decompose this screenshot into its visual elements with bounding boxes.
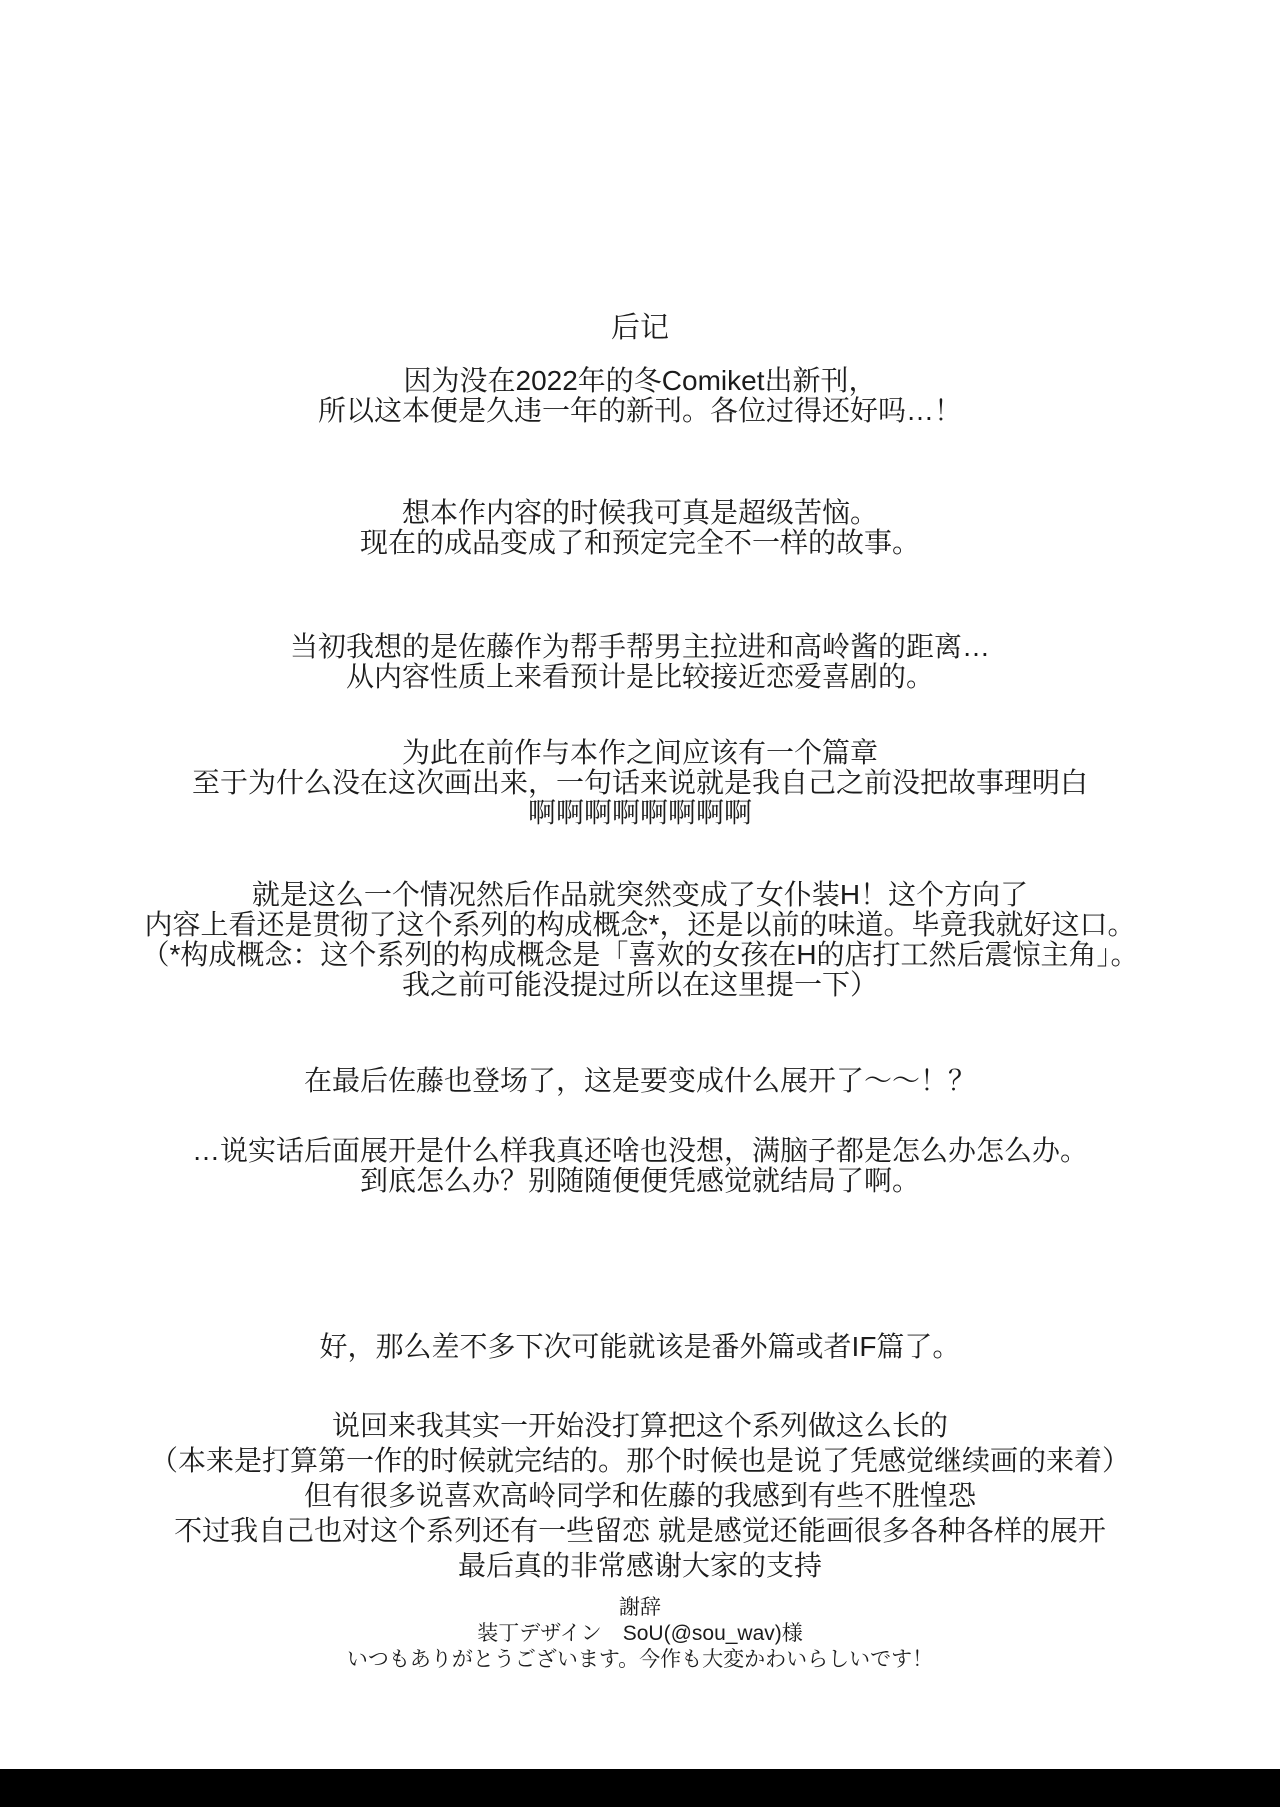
text-line: 现在的成品变成了和预定完全不一样的故事。 <box>359 527 920 558</box>
paragraph <box>0 366 1280 426</box>
text-line: 当初我想的是佐藤作为帮手帮男主拉进和高岭酱的距离… <box>289 631 990 662</box>
text-line: 不过我自己也对这个系列还有一些留恋 就是感觉还能画很多各种各样的展开 <box>174 1515 1106 1546</box>
paragraph <box>0 1136 1280 1196</box>
text-line: 因为没在2022年的冬Comiket出新刊， <box>403 365 877 396</box>
text-line: 好，那么差不多下次可能就该是番外篇或者IF篇了。 <box>319 1331 961 1362</box>
paragraph <box>0 498 1280 558</box>
text-line: 为此在前作与本作之间应该有一个篇章 <box>401 737 878 768</box>
bottom-black-bar <box>0 1769 1280 1807</box>
credits-heading: 謝辞 <box>619 1596 661 1619</box>
credits-line: 装丁デザイン SoU(@sou_wav)様 <box>477 1622 803 1645</box>
text-line: 到底怎么办？别随随便便凭感觉就结局了啊。 <box>359 1165 920 1196</box>
text-line: 我之前可能没提过所以在这里提一下） <box>401 969 878 1000</box>
text-line: 至于为什么没在这次画出来，一句话来说就是我自己之前没把故事理明白 <box>191 767 1088 798</box>
credits-line: いつもありがとうございます。今作も大変かわいらしいです！ <box>346 1648 934 1671</box>
text-line: 说回来我其实一开始没打算把这个系列做这么长的 <box>331 1410 948 1441</box>
text-line: 所以这本便是久违一年的新刊。各位过得还好吗…！ <box>317 395 962 426</box>
text-line: 在最后佐藤也登场了，这是要变成什么展开了～～！？ <box>303 1065 976 1096</box>
paragraph <box>0 880 1280 1000</box>
text-line: 最后真的非常感谢大家的支持 <box>457 1550 822 1581</box>
paragraph <box>0 1332 1280 1362</box>
text-line: （*构成概念：这个系列的构成概念是「喜欢的女孩在H的店打工然后震惊主角」。 <box>141 939 1139 970</box>
text-line: 想本作内容的时候我可真是超级苦恼。 <box>401 497 878 528</box>
credits-section <box>0 1595 1280 1673</box>
text-line: （本来是打算第一作的时候就完结的。那个时候也是说了凭感觉继续画的来着） <box>149 1445 1130 1476</box>
paragraph <box>0 1408 1280 1583</box>
page-title: 后记 <box>610 312 669 344</box>
paragraph <box>0 632 1280 692</box>
paragraph <box>0 738 1280 828</box>
text-line: 但有很多说喜欢高岭同学和佐藤的我感到有些不胜惶恐 <box>303 1480 976 1511</box>
paragraph <box>0 1066 1280 1096</box>
text-line: 就是这么一个情况然后作品就突然变成了女仆装H！这个方向了 <box>251 879 1029 910</box>
text-line: 内容上看还是贯彻了这个系列的构成概念*，还是以前的味道。毕竟我就好这口。 <box>144 909 1136 940</box>
text-line: …说实话后面展开是什么样我真还啥也没想，满脑子都是怎么办怎么办。 <box>191 1135 1088 1166</box>
text-line: 从内容性质上来看预计是比较接近恋爱喜剧的。 <box>345 661 934 692</box>
text-line-emphasis: 啊啊啊啊啊啊啊啊 <box>527 797 752 828</box>
